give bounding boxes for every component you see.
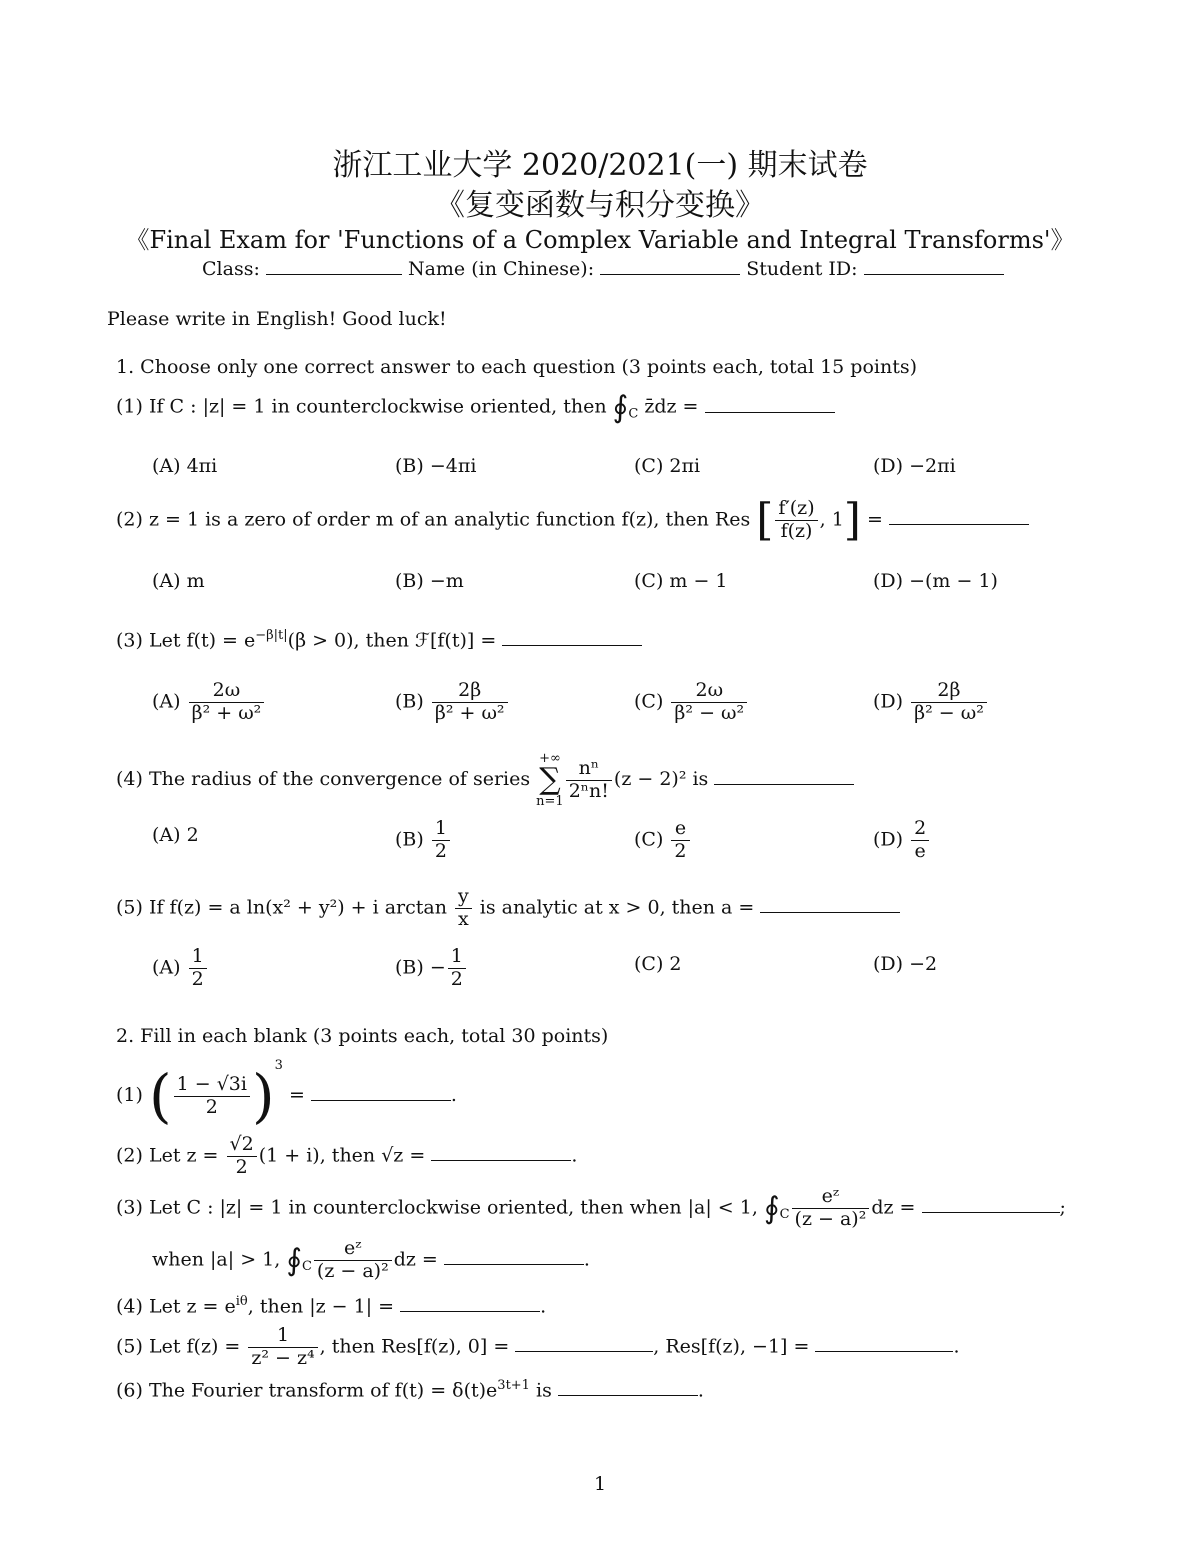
s1-q2-tail: , 1: [819, 508, 844, 531]
period: .: [583, 1248, 590, 1271]
s2-q1-eq: =: [288, 1084, 305, 1106]
s1-q5-b-label: (B): [395, 956, 424, 979]
section1-heading: 1. Choose only one correct answer to each question (3 points each, total 15 points): [116, 356, 918, 378]
s2-q5-label: (5): [116, 1335, 143, 1358]
s1-q5-b-num: 1: [448, 946, 466, 969]
s2-q6-label: (6): [116, 1379, 143, 1402]
s1-q2-option-d[interactable]: (D) −(m − 1): [873, 570, 998, 592]
s1-q5-c-label: (C): [634, 953, 664, 975]
s2-q3-dz: dz =: [871, 1196, 916, 1219]
s1-q1-answer-blank[interactable]: [705, 411, 835, 413]
s1-q3-b-label: (B): [395, 690, 424, 713]
s2-q1-answer-blank[interactable]: [311, 1099, 451, 1101]
s1-q5-option-d[interactable]: [873, 953, 937, 975]
s1-q4-b-label: (B): [395, 828, 424, 851]
s1-q4-num: nⁿ: [566, 758, 612, 781]
s2-q4: [116, 1294, 546, 1317]
s1-q2-option-a[interactable]: (A) m: [152, 570, 205, 592]
s1-q5-frac: [455, 886, 472, 931]
s1-q5-c-value: 2: [669, 953, 682, 975]
s1-q3: [116, 628, 642, 651]
s1-q4-d-frac: [911, 818, 929, 863]
sum-bottom: n=1: [536, 794, 564, 809]
s1-q4-frac: [566, 758, 612, 803]
s1-q2-option-b[interactable]: (B) −m: [395, 570, 464, 592]
left-bracket: [: [756, 494, 774, 546]
s2-q5-tail: , then Res[f(z), 0] =: [319, 1335, 510, 1358]
s2-q2-label: (2): [116, 1144, 143, 1167]
s2-q3-den-2: (z − a)²: [316, 1259, 389, 1282]
s1-q3-d-frac: [911, 680, 987, 725]
s2-q5-num: 1: [248, 1325, 317, 1348]
s1-q2-eq: =: [867, 508, 883, 531]
s2-q3-answer-blank-2[interactable]: [444, 1263, 584, 1265]
s1-q5-a-frac: [189, 946, 207, 991]
s1-q4-option-c[interactable]: [634, 818, 692, 863]
s2-q6-text: The Fourier transform of f(t) = δ(t)e: [148, 1379, 498, 1402]
right-bracket: ]: [843, 494, 861, 546]
sum-top: +∞: [539, 751, 561, 766]
s1-q2-label: (2): [116, 508, 143, 531]
s1-q3-exp: −β|t|: [255, 628, 288, 643]
s1-q1-sub: C: [628, 406, 639, 422]
student-id-blank[interactable]: [864, 273, 1004, 275]
s2-q5-answer-blank-1[interactable]: [515, 1350, 653, 1352]
s1-q2-text: z = 1 is a zero of order m of an analytic function f(z), then Res: [148, 508, 751, 531]
s1-q1-label: (1): [116, 395, 143, 418]
s1-q5: [116, 886, 900, 931]
s1-q1: [116, 390, 835, 425]
s2-q1-den: 2: [205, 1095, 218, 1118]
s1-q4-text: The radius of the convergence of series: [148, 768, 531, 790]
s2-q1-power: 3: [274, 1058, 283, 1073]
s2-q1-label: (1): [116, 1084, 143, 1106]
s1-q4: [116, 752, 854, 808]
s2-q3: [116, 1186, 1066, 1231]
s2-q5-text: Let f(z) =: [148, 1335, 241, 1358]
s1-q5-b-frac: [448, 946, 466, 991]
period: .: [450, 1084, 457, 1106]
s1-q4-c-den: 2: [674, 839, 687, 862]
s2-q4-tail: , then |z − 1| =: [247, 1295, 395, 1318]
period: .: [697, 1379, 704, 1402]
s2-q2-frac: [227, 1134, 257, 1179]
intro-text: Please write in English! Good luck!: [107, 308, 447, 330]
contour-integral-icon: ∮: [612, 390, 629, 425]
s1-q5-den: x: [458, 907, 469, 930]
s2-q3-line2: [152, 1238, 590, 1283]
id-label: Student ID:: [746, 258, 858, 280]
name-blank[interactable]: [600, 273, 740, 275]
s2-q3-text2: when |a| > 1,: [152, 1248, 281, 1271]
s1-q4-answer-blank[interactable]: [714, 783, 854, 785]
s2-q2-num: √2: [227, 1134, 257, 1157]
s2-q4-label: (4): [116, 1295, 143, 1318]
s2-q2-text: Let z =: [148, 1144, 219, 1167]
s2-q2-tail: (1 + i), then √z =: [258, 1144, 426, 1167]
s2-q1-frac: [174, 1074, 250, 1119]
s1-q4-a-value: 2: [186, 824, 199, 846]
s1-q3-c-num: 2ω: [671, 680, 747, 703]
s2-q3-num: eᶻ: [792, 1186, 870, 1209]
class-blank[interactable]: [266, 273, 402, 275]
s1-q3-b-den: β² + ω²: [434, 701, 505, 724]
s1-q4-option-b[interactable]: [395, 818, 452, 863]
s2-q2: [116, 1134, 577, 1179]
s2-q3-label: (3): [116, 1196, 143, 1219]
s1-q3-option-a[interactable]: [152, 680, 266, 725]
contour-integral-icon: ∮: [286, 1242, 302, 1278]
s2-q1: [116, 1058, 457, 1130]
s2-q6-tail: is: [536, 1379, 552, 1402]
s1-q1-integrand: z̄dz =: [644, 395, 699, 418]
s2-q5-den: z² − z⁴: [251, 1346, 315, 1369]
s1-q3-option-b[interactable]: [395, 680, 510, 725]
s2-q4-text: Let z = e: [148, 1295, 236, 1318]
class-label: Class:: [202, 258, 260, 280]
s1-q3-answer-blank[interactable]: [502, 644, 642, 646]
s1-q5-num: y: [455, 886, 472, 909]
s1-q3-option-c[interactable]: [634, 680, 749, 725]
s2-q6-exp: 3t+1: [497, 1378, 530, 1393]
s1-q5-b-den: 2: [450, 967, 463, 990]
s2-q4-answer-blank[interactable]: [400, 1310, 540, 1312]
s1-q3-a-frac: [189, 680, 265, 725]
s2-q3-frac: [792, 1186, 870, 1231]
semicolon: ;: [1059, 1196, 1066, 1219]
s2-q4-exp: iθ: [235, 1294, 248, 1309]
contour-integral-icon: ∮: [763, 1190, 780, 1226]
s1-q3-option-d[interactable]: [873, 680, 989, 725]
s1-q3-d-label: (D): [873, 690, 904, 713]
s1-q4-tail: (z − 2)² is: [613, 768, 709, 790]
s1-q5-answer-blank[interactable]: [760, 911, 900, 913]
summation: [536, 752, 564, 808]
period: .: [953, 1335, 960, 1358]
student-info-line: [202, 258, 1004, 280]
s1-q3-label: (3): [116, 629, 143, 652]
s2-q2-answer-blank[interactable]: [431, 1159, 571, 1161]
s2-q3-den: (z − a)²: [794, 1207, 867, 1230]
s1-q5-d-label: (D): [873, 953, 904, 975]
s1-q4-c-num: e: [671, 818, 689, 841]
s1-q4-den: 2ⁿn!: [568, 779, 609, 802]
s1-q4-c-frac: [671, 818, 689, 863]
s2-q3-text: Let C : |z| = 1 in counterclockwise oriented, then when |a| < 1,: [148, 1196, 758, 1219]
s1-q2-answer-blank[interactable]: [889, 523, 1029, 525]
s1-q5-text: If f(z) = a ln(x² + y²) + i arctan: [148, 896, 447, 919]
s1-q4-c-label: (C): [634, 828, 664, 851]
s1-q3-a-label: (A): [152, 690, 181, 713]
s1-q3-b-num: 2β: [432, 680, 508, 703]
s1-q4-b-num: 1: [432, 818, 450, 841]
s1-q5-option-a[interactable]: [152, 946, 209, 991]
s1-q2-option-c[interactable]: (C) m − 1: [634, 570, 728, 592]
s2-q6-answer-blank[interactable]: [558, 1394, 698, 1396]
s1-q3-tail: (β > 0), then ℱ[f(t)] =: [287, 629, 497, 652]
s1-q1-option-c[interactable]: (C) 2πi: [634, 455, 701, 477]
s1-q3-c-den: β² − ω²: [674, 701, 745, 724]
s2-q1-num: 1 − √3i: [174, 1074, 250, 1097]
s1-q5-option-b[interactable]: [395, 946, 468, 991]
s2-q5: [116, 1325, 960, 1370]
s1-q4-a-label: (A): [152, 824, 181, 846]
s1-q2-fraction: [775, 498, 817, 543]
s1-q1-option-a[interactable]: (A) 4πi: [152, 455, 218, 477]
s2-q3-answer-blank-1[interactable]: [922, 1211, 1060, 1213]
s1-q5-b-prefix: −: [429, 956, 446, 979]
s1-q1-text: If C : |z| = 1 in counterclockwise oriented, then: [148, 395, 607, 418]
s1-q3-c-label: (C): [634, 690, 664, 713]
s2-q3-dz-2: dz =: [393, 1248, 438, 1271]
s2-q3-num-2: eᶻ: [314, 1238, 392, 1261]
s1-q4-d-label: (D): [873, 828, 904, 851]
s1-q2: [116, 494, 1029, 546]
s1-q1-option-b[interactable]: (B) −4πi: [395, 455, 477, 477]
name-label: Name (in Chinese):: [407, 258, 595, 280]
s1-q3-c-frac: [671, 680, 747, 725]
s1-q5-a-num: 1: [189, 946, 207, 969]
course-title-chinese: 《复变函数与积分变换》: [435, 188, 765, 223]
s1-q4-d-num: 2: [911, 818, 929, 841]
left-paren: (: [148, 1062, 172, 1130]
s2-q5-tail2: , Res[f(z), −1] =: [653, 1335, 810, 1358]
s1-q4-option-a[interactable]: [152, 824, 199, 846]
s1-q2-den: f(z): [780, 519, 813, 542]
s1-q3-a-den: β² + ω²: [191, 701, 262, 724]
s1-q5-label: (5): [116, 896, 143, 919]
period: .: [540, 1295, 547, 1318]
s1-q2-num: f′(z): [775, 498, 817, 521]
exam-title-chinese: 浙江工业大学 2020/2021(一) 期末试卷: [332, 148, 868, 183]
sigma-icon: ∑: [539, 762, 561, 797]
right-paren: ): [251, 1062, 275, 1130]
s1-q5-a-den: 2: [191, 967, 204, 990]
s2-q5-frac: [248, 1325, 317, 1370]
s1-q3-text: Let f(t) = e: [148, 629, 256, 652]
s1-q4-label: (4): [116, 768, 143, 790]
s1-q1-option-d[interactable]: (D) −2πi: [873, 455, 956, 477]
s1-q4-d-den: e: [914, 839, 926, 862]
s1-q3-a-num: 2ω: [189, 680, 265, 703]
page-number: 1: [593, 1473, 607, 1495]
section2-heading: 2. Fill in each blank (3 points each, total 30 points): [116, 1025, 609, 1047]
s2-q5-answer-blank-2[interactable]: [815, 1350, 953, 1352]
s2-q3-sub-2: C: [301, 1259, 312, 1275]
s1-q4-option-d[interactable]: [873, 818, 931, 863]
s1-q3-d-den: β² − ω²: [914, 701, 984, 724]
s1-q4-b-den: 2: [434, 839, 447, 862]
s1-q5-tail: is analytic at x > 0, then a =: [479, 896, 755, 919]
s1-q4-b-frac: [432, 818, 450, 863]
s1-q3-b-frac: [432, 680, 508, 725]
s1-q5-a-label: (A): [152, 956, 181, 979]
period: .: [571, 1144, 578, 1167]
s1-q5-d-value: −2: [909, 953, 938, 975]
s1-q5-option-c[interactable]: [634, 953, 682, 975]
s2-q6: [116, 1378, 704, 1401]
s2-q3-sub: C: [779, 1207, 790, 1223]
exam-title-english: 《Final Exam for 'Functions of a Complex Variable and Integral Transforms'》: [125, 226, 1075, 254]
s2-q3-frac-2: [314, 1238, 392, 1283]
s1-q3-d-num: 2β: [911, 680, 987, 703]
s2-q2-den: 2: [235, 1155, 248, 1178]
